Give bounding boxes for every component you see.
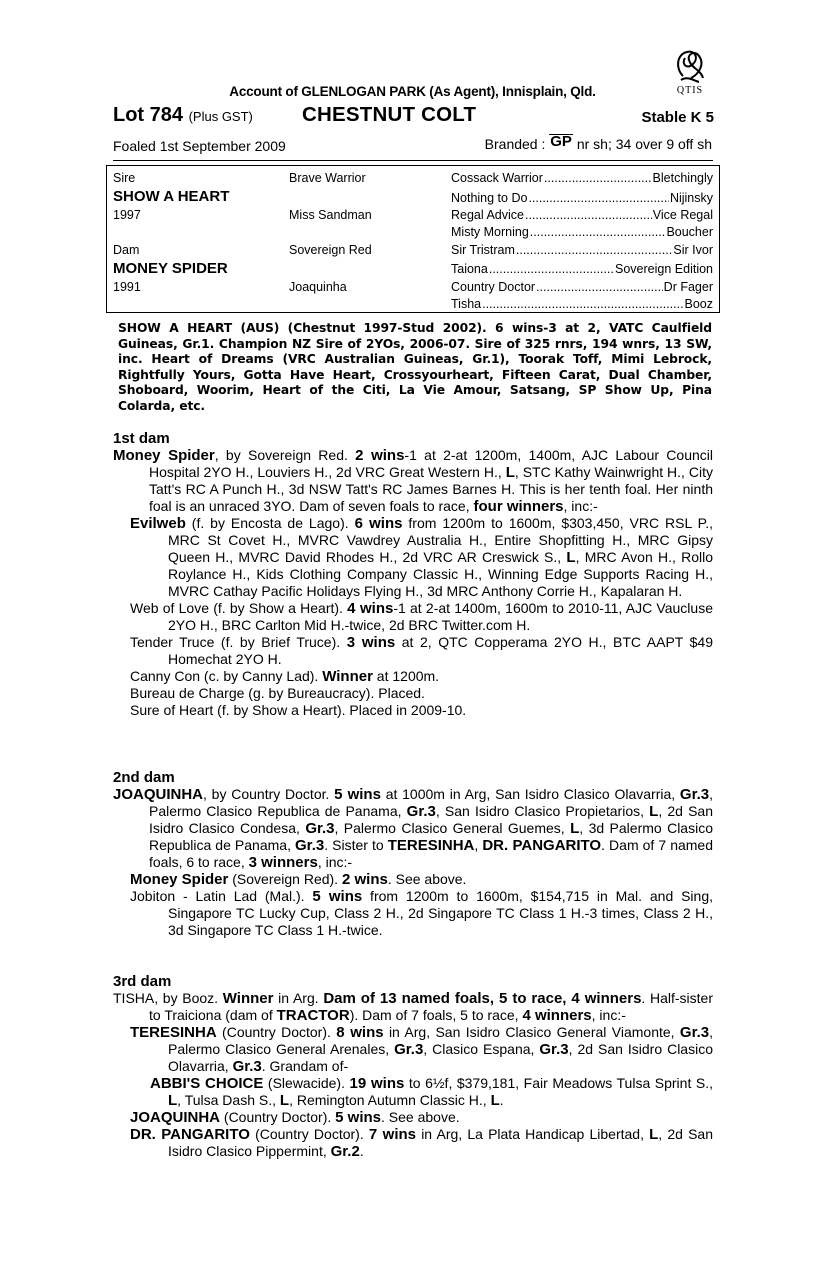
- qtis-logo-text: QTIS: [676, 85, 704, 96]
- grandfoal-entry: ABBI'S CHOICE (Slewacide). 19 wins to 6½f, $379,181, Fair Meadows Tulsa Sprint S., L, Tulsa Dash S., L, Remington Autumn Classic H., L.: [150, 1075, 713, 1109]
- ggparent-row: Nothing to Do ..... Nijinsky: [451, 191, 713, 205]
- ggparent-row: Regal Advice ..... Vice Regal: [451, 208, 713, 222]
- sire-label: Sire: [113, 171, 136, 185]
- ggparent-row: Taiona ..... Sovereign Edition: [451, 262, 713, 276]
- gst-note: (Plus GST): [188, 109, 253, 124]
- granddam: Miss Sandman: [289, 208, 372, 222]
- lot-number: [113, 104, 253, 127]
- third-dam-entry: TISHA, by Booz. Winner in Arg. Dam of 13 named foals, 5 to race, 4 winners. Half-sister to Traiciona (dam of TRACTOR). Dam of 7 foals, 5 to race, 4 winners, inc:-: [113, 990, 714, 1024]
- foal-entry: Jobiton - Latin Lad (Mal.). 5 wins from 1200m to 1600m, $154,715 in Mal. and Sing, Singapore TC Lucky Cup, Class 2 H., 2d Singapore TC Class 1 H.-3 times, Class 2 H., 3d Singapore TC Class 1 H.-twice.: [130, 888, 713, 938]
- foal-entry: DR. PANGARITO (Country Doctor). 7 wins in Arg, La Plata Handicap Libertad, L, 2d San Isidro Clasico Pippermint, Gr.2.: [130, 1126, 714, 1160]
- stable-location: Stable K 5: [641, 109, 714, 126]
- dam-label: Dam: [113, 243, 140, 257]
- dam-sire: Sovereign Red: [289, 243, 372, 257]
- dam-name: MONEY SPIDER: [113, 260, 228, 277]
- foal-entry: Canny Con (c. by Canny Lad). Winner at 1200m.: [130, 668, 440, 685]
- foal-entry: Evilweb (f. by Encosta de Lago). 6 wins from 1200m to 1600m, $303,450, VRC RSL P., MRC St Covet H., MVRC Vawdrey Australia H., Entire Shopfitting H., MRC Gipsy Queen H., MVRC David Rhodes H., 2d VRC AR Creswick S., L, MRC Avon H., Rollo Roylance H., Kids Clothing Company Classic H., Winning Edge Supports Racing H., MVRC Cathay Pacific Holidays Flying H., 3d MRC Anthony Corrie H., Kapalaran H.: [130, 515, 713, 599]
- grandsire: Brave Warrior: [289, 171, 366, 185]
- first-dam-heading: 1st dam: [113, 430, 170, 447]
- first-dam-section: [113, 430, 713, 719]
- qtis-logo-icon: [673, 46, 707, 84]
- foal-entry: Bureau de Charge (g. by Bureaucracy). Placed.: [130, 685, 425, 701]
- foal-entry: TERESINHA (Country Doctor). 8 wins in Arg, San Isidro Clasico General Viamonte, Gr.3, Palermo Clasico General Arenales, Gr.3, Clasico Espana, Gr.3, 2d San Isidro Clasico Olavarria, Gr.3. Grandam of-: [130, 1024, 713, 1075]
- foal-entry: Sure of Heart (f. by Show a Heart). Placed in 2009-10.: [130, 702, 467, 718]
- foal-entry: Money Spider (Sovereign Red). 2 wins. See above.: [130, 871, 467, 888]
- pedigree-table: [106, 165, 720, 313]
- dam-year: 1991: [113, 280, 141, 294]
- lot-title: CHESTNUT COLT: [302, 103, 477, 126]
- brand-info: [484, 133, 712, 152]
- foal-entry: JOAQUINHA (Country Doctor). 5 wins. See above.: [130, 1109, 460, 1126]
- sire-summary: SHOW A HEART (AUS) (Chestnut 1997-Stud 2002). 6 wins-3 at 2, VATC Caulfield Guineas, Gr.1. Champion NZ Sire of 2YOs, 2006-07. Sire of 325 rnrs, 194 wnrs, 13 SW, inc. Heart of Dreams (VRC Australian Guineas, Gr.1), Toorak Toff, Mimi Lebrock, Rightfully Yours, Gotta Have Heart, Crossyourheart, Fifteen Carat, Dual Chamber, Shoboard, Woorim, Heart of the Citi, La Vie Amour, Satsang, SP Show Up, Pina Colarda, etc.: [118, 321, 712, 413]
- second-dam-heading: 2nd dam: [113, 769, 175, 786]
- foal-entry: Web of Love (f. by Show a Heart). 4 wins-1 at 2-at 1400m, 1600m to 2010-11, AJC Vaucluse 2YO H., BRC Carlton Mid H.-twice, 2d BRC Twitter.com H.: [130, 600, 713, 633]
- sire-name: SHOW A HEART: [113, 188, 230, 205]
- second-dam-section: [113, 769, 713, 939]
- sire-year: 1997: [113, 208, 141, 222]
- third-dam-heading: 3rd dam: [113, 973, 172, 990]
- ggparent-row: Country Doctor ..... Dr Fager: [451, 280, 713, 294]
- ggparent-row: Misty Morning ..... Boucher: [451, 225, 713, 239]
- ggparent-row: Sir Tristram ..... Sir Ivor: [451, 243, 713, 257]
- ggparent-row: Tisha ..... Booz: [451, 297, 713, 311]
- foaled-date: Foaled 1st September 2009: [113, 138, 286, 154]
- foal-entry: Tender Truce (f. by Brief Truce). 3 wins at 2, QTC Copperama 2YO H., BTC AAPT $49 Homechat 2YO H.: [130, 634, 713, 667]
- vendor-account: Account of GLENLOGAN PARK (As Agent), Innisplain, Qld.: [229, 84, 596, 99]
- branded-suffix: nr sh; 34 over 9 off sh: [576, 136, 712, 152]
- second-dam-entry: JOAQUINHA, by Country Doctor. 5 wins at 1000m in Arg, San Isidro Clasico Olavarria, Gr.3, Palermo Clasico Republica de Panama, Gr.3, San Isidro Clasico Propietarios, L, 2d San Isidro Clasico Condesa, Gr.3, Palermo Clasico General Guemes, L, 3d Palermo Clasico Republica de Panama, Gr.3. Sister to TERESINHA, DR. PANGARITO. Dam of 7 named foals, 6 to race, 3 winners, inc:-: [113, 786, 714, 871]
- third-dam-section: [113, 973, 713, 1160]
- brand-mark: GP: [550, 133, 572, 150]
- branded-prefix: Branded :: [484, 136, 546, 152]
- dam-dam: Joaquinha: [289, 280, 347, 294]
- lot-label: Lot 784: [113, 104, 184, 126]
- first-dam-entry: Money Spider, by Sovereign Red. 2 wins-1 at 2-at 1200m, 1400m, AJC Labour Council Hospital 2YO H., Louviers H., 2d VRC Great Western H., L, STC Kathy Wainwright H., City Tatt's RC A Punch H., 3d NSW Tatt's RC James Barnes H. This is her tenth foal. Her ninth foal is an unraced 3YO. Dam of seven foals to race, four winners, inc:-: [113, 447, 714, 515]
- ggparent-row: Cossack Warrior ..... Bletchingly: [451, 171, 713, 185]
- header-divider: [113, 160, 713, 161]
